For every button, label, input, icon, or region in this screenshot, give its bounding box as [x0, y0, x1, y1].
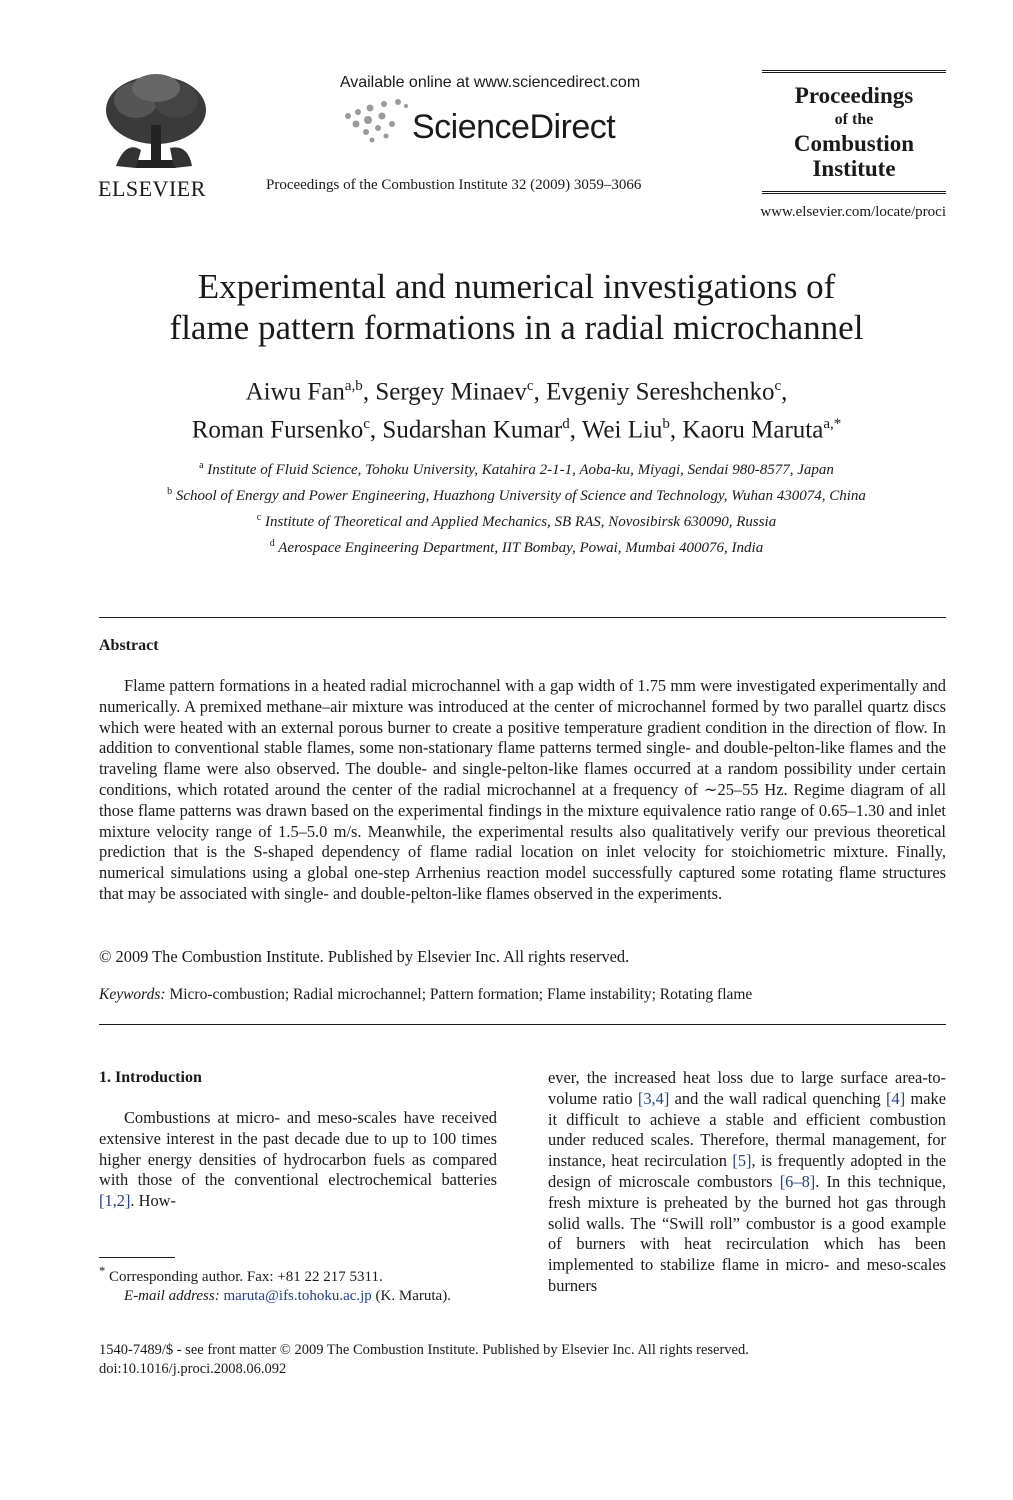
citation-link[interactable]: [1,2]	[99, 1191, 131, 1211]
issn-line: 1540-7489/$ - see front matter © 2009 The Combustion Institute. Published by Elsevier Inc. All rights reserved.	[99, 1342, 749, 1358]
abstract-top-rule	[99, 617, 946, 618]
abstract-copyright: © 2009 The Combustion Institute. Published by Elsevier Inc. All rights reserved.	[99, 947, 630, 966]
author-name: Wei Liu	[581, 416, 663, 444]
abstract-heading: Abstract	[99, 637, 159, 654]
author-name: Roman Fursenko	[191, 416, 364, 444]
title-line-1: Experimental and numerical investigations of	[197, 267, 836, 306]
journal-reference: Proceedings of the Combustion Institute 32 (2009) 3059–3066	[266, 177, 642, 193]
keywords-list: Micro-combustion; Radial microchannel; Pattern formation; Flame instability; Rotating flame	[169, 986, 753, 1003]
article-footer	[99, 1341, 749, 1379]
citation-link[interactable]: [6–8]	[779, 1171, 816, 1191]
sciencedirect-wordmark: ScienceDirect	[412, 108, 616, 146]
author-email-link[interactable]: maruta@ifs.tohoku.ac.jp	[223, 1288, 372, 1304]
citation-link[interactable]: [4]	[886, 1088, 906, 1108]
author-list	[60, 370, 973, 447]
journal-url[interactable]: www.elsevier.com/locate/proci	[760, 204, 946, 220]
author-name: Kaoru Maruta	[682, 416, 824, 444]
affiliation: $^d$ Aerospace Engineering Department, IIT Bombay, Powai, Mumbai 400076, India	[269, 538, 764, 556]
author-affil-sup: c	[774, 378, 782, 394]
author-affil-sup: b	[662, 416, 670, 433]
affiliation: $^c$ Institute of Theoretical and Applied Mechanics, SB RAS, Novosibirsk 630090, Russia	[256, 512, 777, 530]
intro-right-column: ever, the increased heat loss due to large surface area-to-volume ratio [3,4] and the wall radical quenching [4] make it difficult to achieve a stable and efficient combustion under reduced scales. Therefore, thermal management, for instance, heat recirculation [5], is frequently adopted in the design of microscale combustors [6–8]. In this technique, fresh mixture is preheated by the burned hot gas through solid walls. The “Swill roll” combustor is a good example of burners with heat recirculation which has been implemented to stabilize flame in micro- and meso-scales burners	[548, 1068, 946, 1295]
affiliation: $^b$ School of Energy and Power Engineering, Huazhong University of Science and Technology, Wuhan 430074, China	[167, 486, 866, 504]
authors-line-2: Roman Fursenko$^c$, Sudarshan Kumar$^d$, Wei Liu$^b$, Kaoru Maruta$^{a,*}$	[191, 416, 842, 444]
corresponding-author-footnote: * Corresponding author. Fax: +81 22 217 5311. E-mail address: maruta@ifs.tohoku.ac.jp (K. Maruta).	[99, 1264, 451, 1304]
intro-left-column: Combustions at micro- and meso-scales have received extensive interest in the past decade due to up to 100 times higher energy densities of hydrocarbon fuels as compared with those of the conventional electrochemical batteries [1,2]. How-	[99, 1108, 497, 1211]
publisher-name: ELSEVIER	[98, 176, 206, 201]
author-affil-sup: a,*	[823, 416, 842, 433]
author-affil-sup: c	[526, 378, 534, 394]
available-online-text[interactable]: Available online at www.sciencedirect.com	[339, 74, 641, 91]
keywords-label: Keywords:	[99, 986, 166, 1003]
author-name: Evgeniy Sereshchenko	[546, 378, 775, 406]
section-heading: 1. Introduction	[99, 1069, 202, 1086]
author-name: Aiwu Fan	[245, 378, 345, 406]
article-title	[60, 266, 973, 348]
title-line-2: flame pattern formations in a radial microchannel	[169, 308, 864, 347]
journal-box-line-4: Institute	[812, 156, 896, 181]
author-affil-sup: d	[562, 416, 570, 433]
email-label: E-mail address:	[124, 1288, 220, 1304]
footnote-rule	[99, 1257, 175, 1258]
keywords	[99, 986, 752, 1004]
author-affil-sup: a,b	[344, 378, 363, 394]
affiliation-list	[60, 455, 973, 559]
citation-link[interactable]: [3,4]	[637, 1088, 670, 1108]
footnote-marker: *	[99, 1264, 106, 1278]
affiliation: $^a$ Institute of Fluid Science, Tohoku University, Katahira 2-1-1, Aoba-ku, Miyagi, Sendai 980-8577, Japan	[199, 460, 834, 478]
journal-title-box	[762, 70, 946, 194]
author-name: Sergey Minaev	[375, 378, 527, 406]
abstract-text: Flame pattern formations in a heated radial microchannel with a gap width of 1.75 mm were investigated experimentally and numerically. A premixed methane–air mixture was introduced at the center of microchannel formed by two parallel quartz discs which were heated with an external porous burner to create a positive temperature gradient condition in the direction of flow. In addition to conventional stable flames, some non-stationary flame patterns termed single- and double-pelton-like flames and the traveling flame were also observed. The double- and single-pelton-like flames occurred at a random possibility under certain conditions, which rotated around the center of the radial microchannel at a frequency of ∼25–55 Hz. Regime diagram of all those flame patterns was drawn based on the experimental findings in the mixture equivalence ratio range of 0.65–1.30 and inlet mixture velocity range of 1.5–5.0 m/s. Meanwhile, the experimental results also qualitatively verify our previous theoretical prediction that is the S-shaped dependency of flame radial location on inlet velocity for stoichiometric mixture. Finally, numerical simulations using a global one-step Arrhenius reaction model successfully captured some rotating flame structures that may be associated with single- and double-pelton-like flames observed in the experiments.	[99, 676, 946, 903]
citation-link[interactable]: [5]	[732, 1151, 752, 1171]
author-name: Sudarshan Kumar	[382, 416, 563, 444]
abstract-bottom-rule	[99, 1024, 946, 1025]
authors-line-1: Aiwu Fan$^{a,b}$, Sergey Minaev$^c$, Evgeniy Sereshchenko$^c$,	[245, 378, 788, 406]
doi[interactable]: doi:10.1016/j.proci.2008.06.092	[99, 1361, 287, 1377]
journal-box-line-3: Combustion	[793, 131, 915, 156]
journal-box-line-2: of the	[834, 111, 874, 128]
journal-box-line-1: Proceedings	[794, 83, 914, 108]
author-affil-sup: c	[363, 416, 370, 433]
